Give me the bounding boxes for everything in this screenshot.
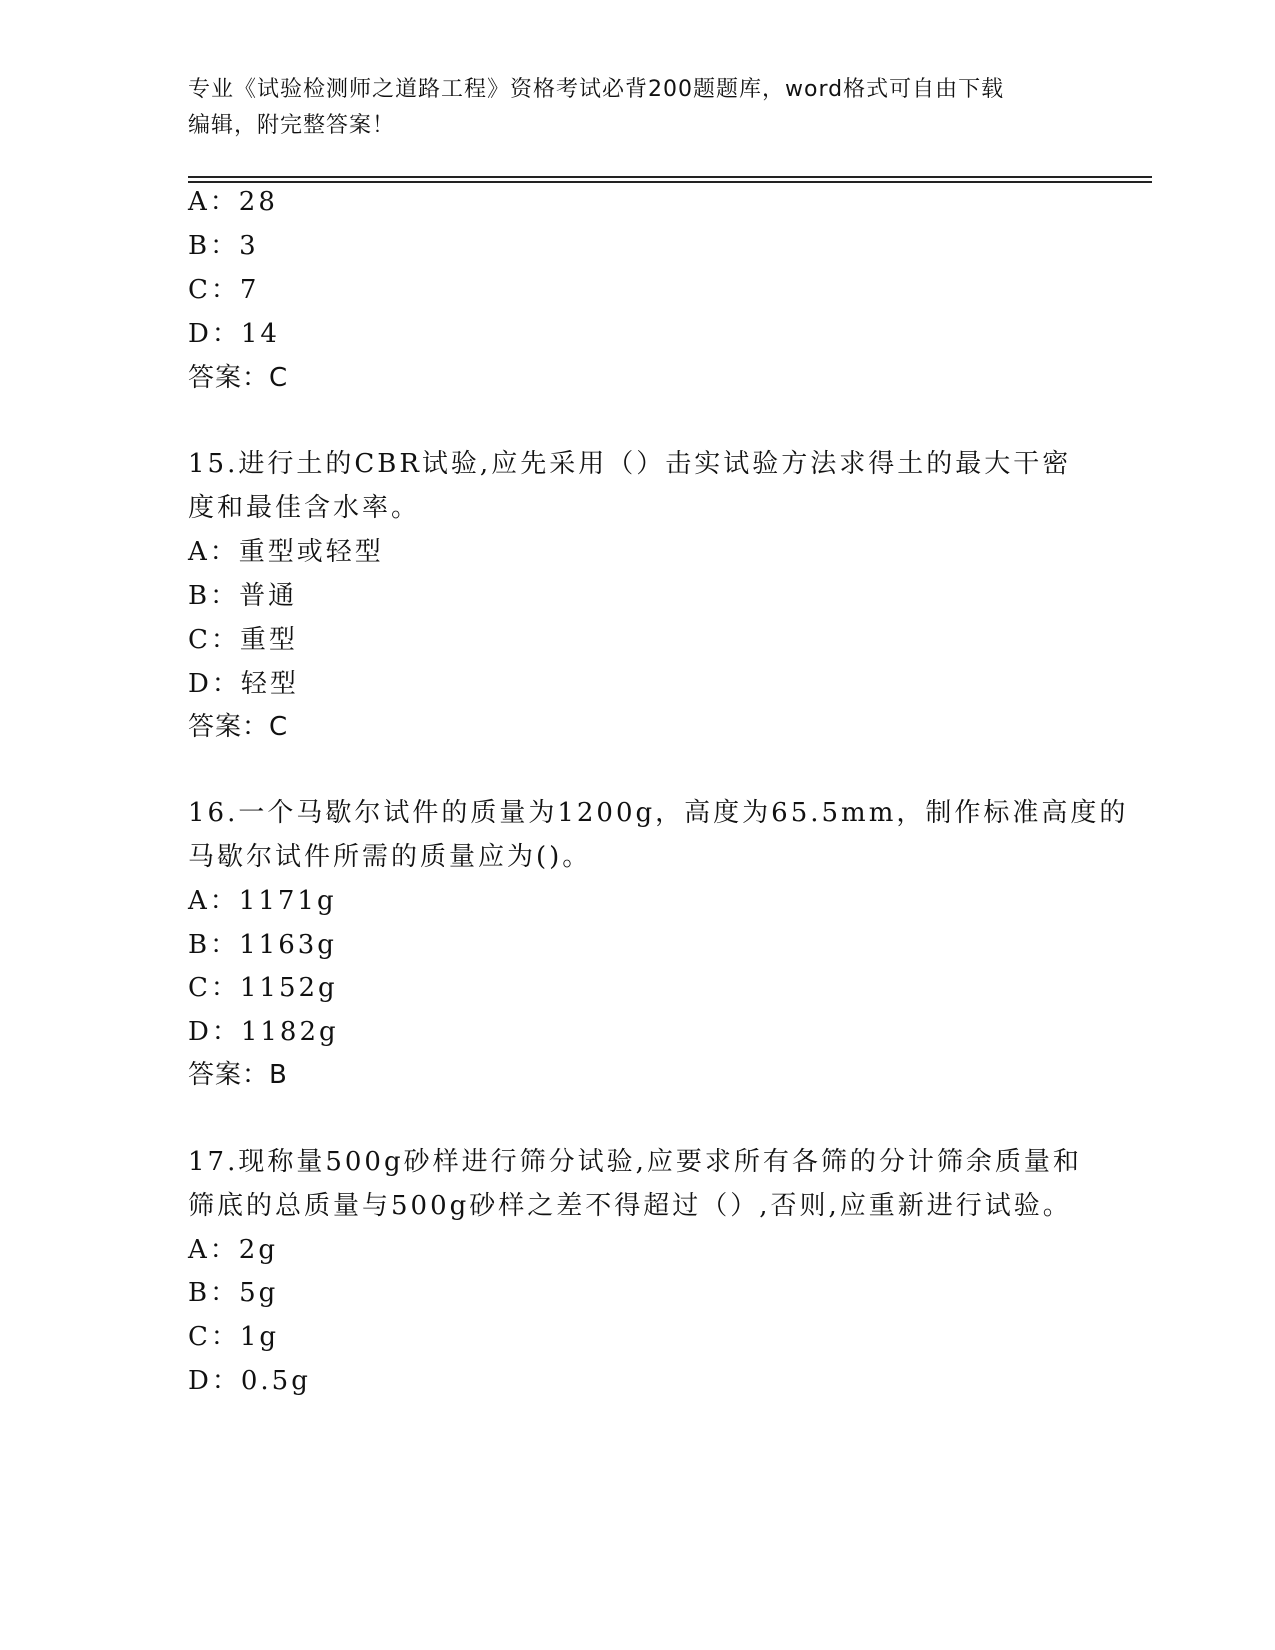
q15-option-d: D：轻型	[188, 669, 299, 699]
q14-option-a: A：28	[188, 187, 278, 217]
q16-stem-line1: 16.一个马歇尔试件的质量为1200g，高度为65.5mm，制作标准高度的	[188, 798, 1129, 828]
q16-answer: 答案：B	[188, 1060, 288, 1090]
q14-option-c: C：7	[188, 275, 260, 305]
q15-option-a: A：重型或轻型	[188, 537, 384, 567]
q17-stem-line2: 筛底的总质量与500g砂样之差不得超过（）,否则,应重新进行试验。	[188, 1191, 1072, 1221]
document-header	[188, 72, 1068, 144]
q16-option-c: C：1152g	[188, 973, 338, 1003]
q17-option-c: C：1g	[188, 1322, 280, 1352]
q14-answer: 答案：C	[188, 363, 289, 393]
q16-option-b: B：1163g	[188, 930, 337, 960]
q15-option-b: B：普通	[188, 581, 298, 611]
q14-option-b: B：3	[188, 231, 259, 261]
header-divider-top	[188, 176, 1152, 178]
q17-option-b: B：5g	[188, 1278, 279, 1308]
header-title-line2: 编辑，附完整答案！	[188, 113, 396, 138]
q16-option-a: A：1171g	[188, 886, 337, 916]
q16-option-d: D：1182g	[188, 1017, 339, 1047]
q15-answer: 答案：C	[188, 712, 289, 742]
q15-stem-line1: 15.进行土的CBR试验,应先采用（）击实试验方法求得土的最大干密	[188, 449, 1072, 479]
header-title-line1: 专业《试验检测师之道路工程》资格考试必背200题题库，word格式可自由下载	[188, 77, 1005, 102]
q17-stem-line1: 17.现称量500g砂样进行筛分试验,应要求所有各筛的分计筛余质量和	[188, 1147, 1082, 1177]
q17-option-a: A：2g	[188, 1235, 278, 1265]
q15-stem-line2: 度和最佳含水率。	[188, 493, 421, 523]
header-divider-bottom	[188, 181, 1152, 183]
q14-option-d: D：14	[188, 319, 280, 349]
q15-option-c: C：重型	[188, 625, 298, 655]
q17-option-d: D：0.5g	[188, 1366, 311, 1396]
q16-stem-line2: 马歇尔试件所需的质量应为()。	[188, 842, 592, 872]
